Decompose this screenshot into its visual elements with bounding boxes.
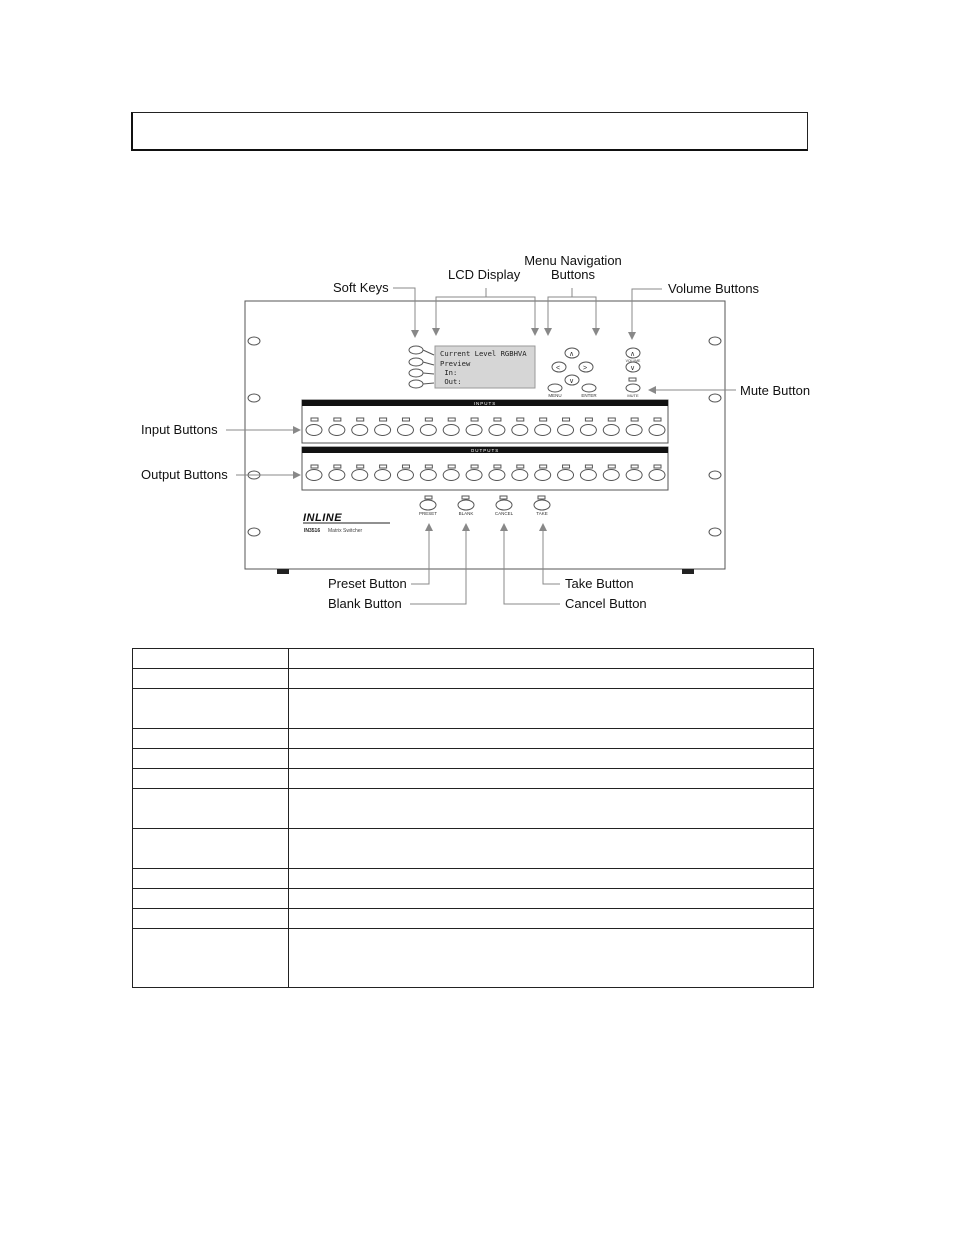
lcd-line-4: Out: xyxy=(440,377,462,386)
svg-text:<: < xyxy=(556,365,561,372)
svg-text:∨: ∨ xyxy=(630,365,636,372)
table-cell-label xyxy=(133,929,289,988)
table-cell-label xyxy=(133,889,289,909)
table-cell-label xyxy=(133,749,289,769)
table-row xyxy=(133,669,814,689)
table-row xyxy=(133,909,814,929)
table-row xyxy=(133,649,814,669)
table-row xyxy=(133,729,814,749)
inputs-label: INPUTS xyxy=(473,401,497,406)
callout-volume-buttons: Volume Buttons xyxy=(668,281,760,296)
volume-label: VOLUME xyxy=(625,359,641,363)
table-cell-description xyxy=(289,689,814,729)
table-row xyxy=(133,889,814,909)
description-table xyxy=(132,648,814,988)
callout-blank-button: Blank Button xyxy=(328,596,402,611)
mute-label: MUTE xyxy=(627,393,639,398)
lcd-line-3: In: xyxy=(440,368,458,377)
table-row xyxy=(133,869,814,889)
svg-text:∧: ∧ xyxy=(630,351,636,358)
svg-text:∧: ∧ xyxy=(569,351,575,358)
callout-preset-button: Preset Button xyxy=(328,576,407,591)
table-cell-label xyxy=(133,669,289,689)
callout-lcd-display: LCD Display xyxy=(448,267,521,282)
foot-left xyxy=(277,569,289,574)
table-cell-label xyxy=(133,689,289,729)
preset-label: PRESET xyxy=(418,511,438,516)
table-row xyxy=(133,929,814,988)
table-cell-label xyxy=(133,729,289,749)
enter-label: ENTER xyxy=(581,393,597,398)
table-cell-description xyxy=(289,769,814,789)
table-cell-description xyxy=(289,889,814,909)
model-number: IN3516 xyxy=(304,528,321,534)
svg-text:∨: ∨ xyxy=(569,378,575,385)
callout-input-buttons: Input Buttons xyxy=(141,422,218,437)
table-cell-label xyxy=(133,829,289,869)
table-cell-description xyxy=(289,669,814,689)
callout-menu-navigation xyxy=(518,254,628,282)
callout-mute-button: Mute Button xyxy=(740,383,811,398)
callout-cancel-button: Cancel Button xyxy=(565,596,647,611)
table-cell-description xyxy=(289,729,814,749)
table-cell-label xyxy=(133,869,289,889)
table-cell-description xyxy=(289,929,814,988)
table-cell-label xyxy=(133,909,289,929)
table-row xyxy=(133,789,814,829)
cancel-label: CANCEL xyxy=(494,511,514,516)
table-cell-description xyxy=(289,869,814,889)
lcd-line-2: Preview xyxy=(440,359,471,368)
callout-output-buttons: Output Buttons xyxy=(141,467,228,482)
table-cell-label xyxy=(133,789,289,829)
menu-label: MENU xyxy=(548,393,562,398)
foot-right xyxy=(682,569,694,574)
brand-logo-text: INLINE xyxy=(303,512,343,524)
table-row xyxy=(133,829,814,869)
callout-soft-keys: Soft Keys xyxy=(333,280,389,295)
table-row xyxy=(133,689,814,729)
model-description: Matrix Switcher xyxy=(328,528,363,534)
table-cell-label xyxy=(133,649,289,669)
blank-label: BLANK xyxy=(458,511,474,516)
take-label: TAKE xyxy=(536,511,548,516)
table-cell-description xyxy=(289,829,814,869)
table-cell-description xyxy=(289,749,814,769)
lcd-line-1: Current Level RGBHVA xyxy=(440,349,527,358)
table-cell-description xyxy=(289,649,814,669)
table-row xyxy=(133,749,814,769)
svg-text:>: > xyxy=(583,365,588,372)
callout-take-button: Take Button xyxy=(565,576,634,591)
table-cell-label xyxy=(133,769,289,789)
table-cell-description xyxy=(289,909,814,929)
table-row xyxy=(133,769,814,789)
callout-menu-navigation-line1: Menu Navigation xyxy=(524,253,622,268)
table-cell-description xyxy=(289,789,814,829)
outputs-label: OUTPUTS xyxy=(470,448,500,453)
callout-menu-navigation-line2: Buttons xyxy=(550,267,596,282)
